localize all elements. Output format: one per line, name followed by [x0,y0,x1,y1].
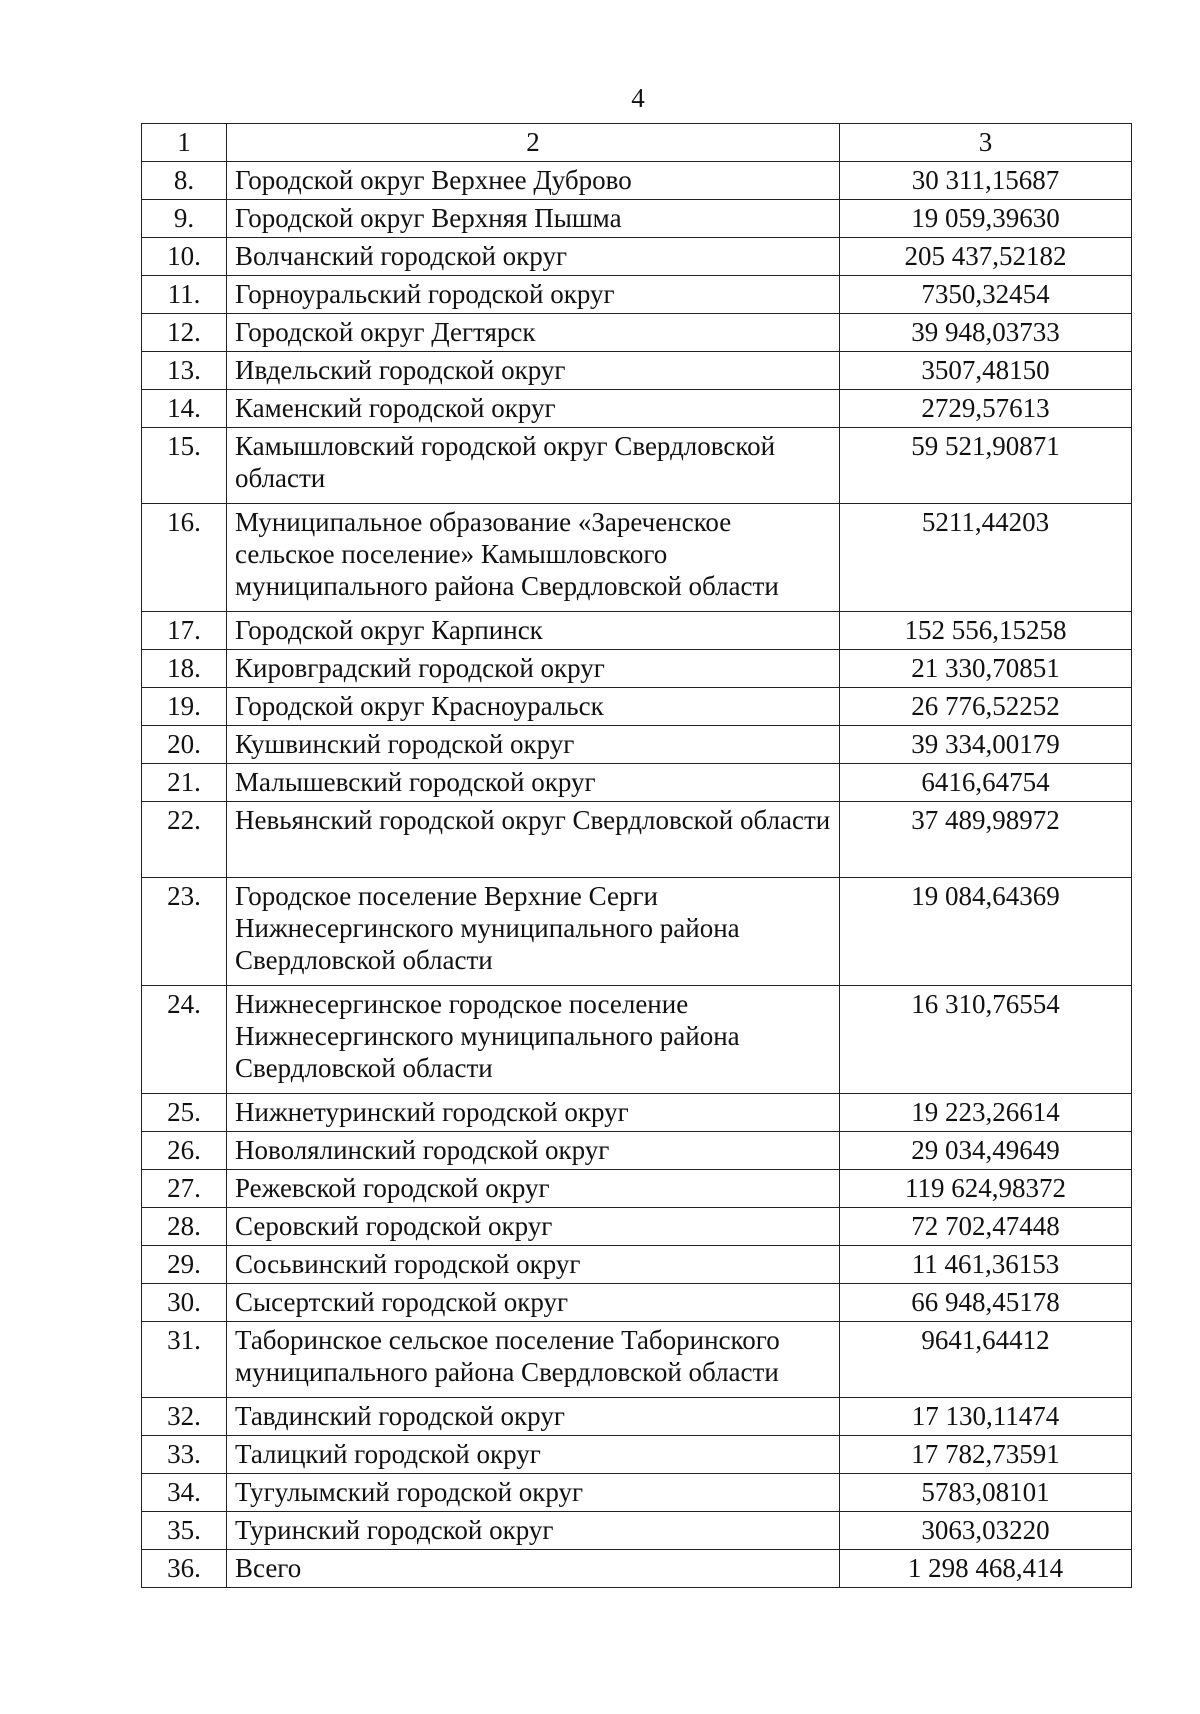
row-value: 205 437,52182 [840,238,1132,276]
row-name: Режевской городской округ [227,1170,840,1208]
row-value: 3507,48150 [840,352,1132,390]
row-number: 36. [142,1550,227,1588]
row-number: 28. [142,1208,227,1246]
row-name: Серовский городской округ [227,1208,840,1246]
allocation-table [141,123,1132,1588]
table-row [142,764,1132,802]
table-row [142,314,1132,352]
table-row [142,1132,1132,1170]
row-name: Каменский городской округ [227,390,840,428]
row-number: 29. [142,1246,227,1284]
row-number: 13. [142,352,227,390]
table-row [142,1094,1132,1132]
row-value: 11 461,36153 [840,1246,1132,1284]
table-row [142,1436,1132,1474]
table-row [142,162,1132,200]
row-value: 19 223,26614 [840,1094,1132,1132]
column-header-number: 1 [142,124,227,162]
table-row [142,688,1132,726]
column-header-value: 3 [840,124,1132,162]
row-name: Городской округ Дегтярск [227,314,840,352]
row-name: Новолялинский городской округ [227,1132,840,1170]
row-number: 10. [142,238,227,276]
table-row [142,1322,1132,1398]
row-name: Волчанский городской округ [227,238,840,276]
row-name: Камышловский городской округ Свердловской области [227,428,840,504]
row-value: 66 948,45178 [840,1284,1132,1322]
row-value: 1 298 468,414 [840,1550,1132,1588]
row-number: 14. [142,390,227,428]
row-number: 30. [142,1284,227,1322]
row-value: 37 489,98972 [840,802,1132,878]
row-value: 59 521,90871 [840,428,1132,504]
row-value: 39 948,03733 [840,314,1132,352]
table-row [142,1512,1132,1550]
table-row-total [142,1550,1132,1588]
row-value: 19 084,64369 [840,878,1132,986]
row-value: 119 624,98372 [840,1170,1132,1208]
row-number: 12. [142,314,227,352]
row-number: 23. [142,878,227,986]
table-row [142,428,1132,504]
table-row [142,1170,1132,1208]
table-row [142,726,1132,764]
row-number: 33. [142,1436,227,1474]
table-row [142,276,1132,314]
row-value: 2729,57613 [840,390,1132,428]
table-row [142,1246,1132,1284]
row-number: 31. [142,1322,227,1398]
row-value: 21 330,70851 [840,650,1132,688]
row-name: Кушвинский городской округ [227,726,840,764]
row-number: 20. [142,726,227,764]
table-row [142,1474,1132,1512]
row-name: Малышевский городской округ [227,764,840,802]
row-name: Городской округ Верхняя Пышма [227,200,840,238]
table-row [142,390,1132,428]
row-value: 30 311,15687 [840,162,1132,200]
row-number: 8. [142,162,227,200]
row-number: 15. [142,428,227,504]
row-name: Тугулымский городской округ [227,1474,840,1512]
row-name: Нижнетуринский городской округ [227,1094,840,1132]
table-row [142,986,1132,1094]
row-name: Сосьвинский городской округ [227,1246,840,1284]
table-row [142,612,1132,650]
row-name: Тавдинский городской округ [227,1398,840,1436]
row-number: 18. [142,650,227,688]
table-row [142,238,1132,276]
row-number: 19. [142,688,227,726]
table-row [142,1208,1132,1246]
row-name: Всего [227,1550,840,1588]
row-name: Таборинское сельское поселение Таборинского муниципального района Свердловской области [227,1322,840,1398]
row-name: Городской округ Верхнее Дуброво [227,162,840,200]
table-row [142,504,1132,612]
row-number: 11. [142,276,227,314]
row-value: 17 130,11474 [840,1398,1132,1436]
row-number: 32. [142,1398,227,1436]
row-value: 17 782,73591 [840,1436,1132,1474]
column-header-name: 2 [227,124,840,162]
row-value: 39 334,00179 [840,726,1132,764]
row-value: 72 702,47448 [840,1208,1132,1246]
row-value: 16 310,76554 [840,986,1132,1094]
row-number: 26. [142,1132,227,1170]
row-number: 25. [142,1094,227,1132]
row-value: 5783,08101 [840,1474,1132,1512]
row-number: 9. [142,200,227,238]
row-value: 26 776,52252 [840,688,1132,726]
row-value: 29 034,49649 [840,1132,1132,1170]
row-name: Городской округ Красноуральск [227,688,840,726]
row-value: 9641,64412 [840,1322,1132,1398]
row-name: Горноуральский городской округ [227,276,840,314]
row-name: Городской округ Карпинск [227,612,840,650]
table-row [142,878,1132,986]
row-number: 17. [142,612,227,650]
row-name: Кировградский городской округ [227,650,840,688]
table-row [142,650,1132,688]
row-value: 19 059,39630 [840,200,1132,238]
row-name: Городское поселение Верхние Серги Нижнесергинского муниципального района Свердловской области [227,878,840,986]
row-name: Муниципальное образование «Зареченское сельское поселение» Камышловского муниципального района Свердловской области [227,504,840,612]
row-name: Невьянский городской округ Свердловской области [227,802,840,878]
table-row [142,802,1132,878]
table-header-row [142,124,1132,162]
row-number: 21. [142,764,227,802]
row-name: Нижнесергинское городское поселение Нижнесергинского муниципального района Свердловской области [227,986,840,1094]
row-name: Талицкий городской округ [227,1436,840,1474]
row-name: Туринский городской округ [227,1512,840,1550]
row-name: Ивдельский городской округ [227,352,840,390]
row-number: 35. [142,1512,227,1550]
row-number: 16. [142,504,227,612]
page-number: 4 [631,83,645,113]
row-number: 24. [142,986,227,1094]
row-value: 7350,32454 [840,276,1132,314]
row-value: 5211,44203 [840,504,1132,612]
row-number: 22. [142,802,227,878]
row-number: 27. [142,1170,227,1208]
table-row [142,1284,1132,1322]
table-row [142,352,1132,390]
row-number: 34. [142,1474,227,1512]
table-row [142,200,1132,238]
row-value: 3063,03220 [840,1512,1132,1550]
row-value: 6416,64754 [840,764,1132,802]
row-value: 152 556,15258 [840,612,1132,650]
table-row [142,1398,1132,1436]
row-name: Сысертский городской округ [227,1284,840,1322]
